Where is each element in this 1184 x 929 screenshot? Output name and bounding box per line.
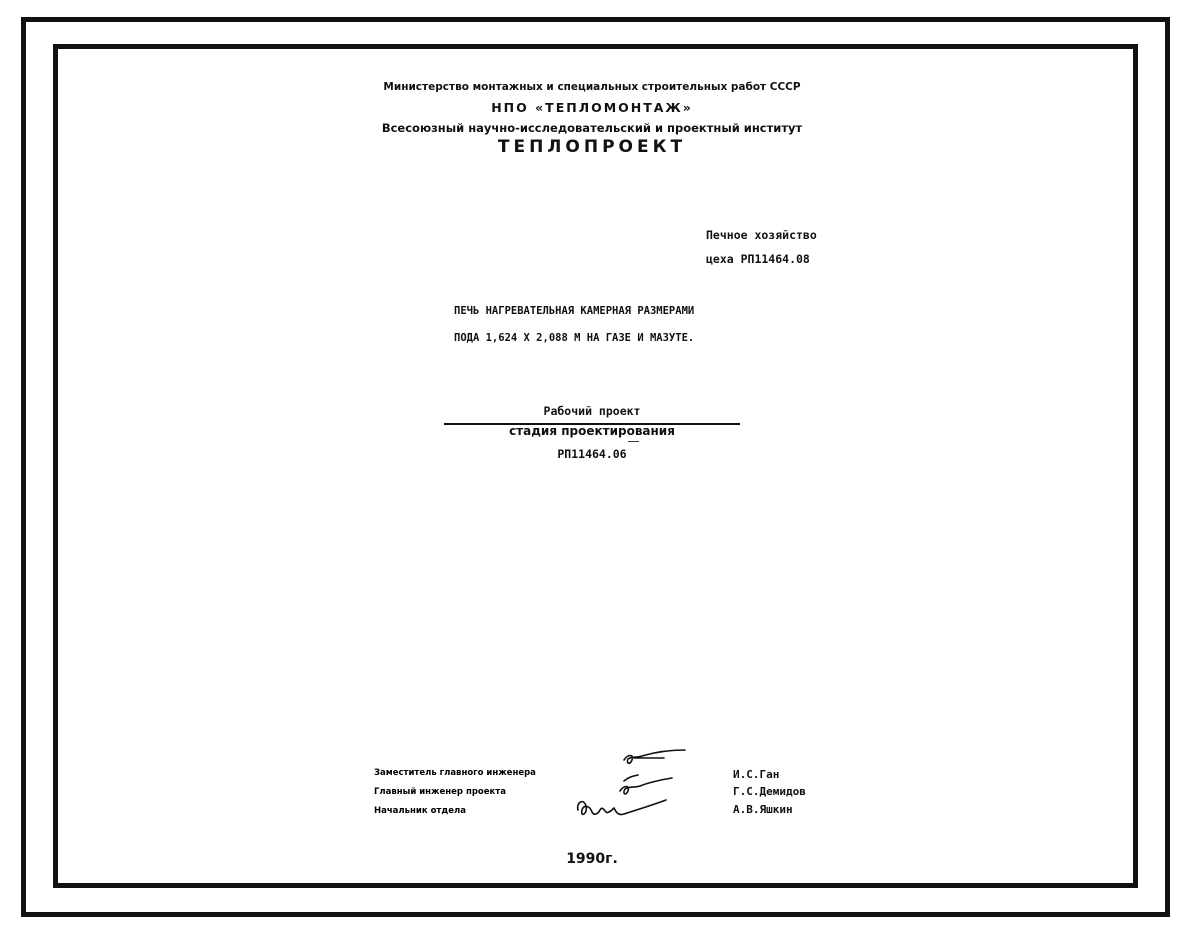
stage-name: Рабочий проект — [543, 404, 641, 418]
npo-line: НПО «ТЕПЛОМОНТАЖ» — [491, 100, 693, 115]
approval-role-2: Главный инженер проекта — [374, 787, 506, 797]
approval-name-1: И.С.Ган — [733, 768, 780, 781]
signature-3 — [578, 800, 666, 815]
approval-name-3: А.В.Яшкин — [733, 803, 793, 816]
year: 1990г. — [566, 851, 618, 867]
signature-2-stroke — [624, 775, 638, 781]
stage-code-mark — [628, 441, 639, 442]
signature-2 — [620, 778, 672, 794]
ministry-line: Министерство монтажных и специальных строительных работ СССР — [383, 81, 801, 93]
document-title-line-1: ПЕЧЬ НАГРЕВАТЕЛЬНАЯ КАМЕРНАЯ РАЗМЕРАМИ — [454, 305, 695, 317]
document-title-line-2: ПОДА 1,624 Х 2,088 М НА ГАЗЕ И МАЗУТЕ. — [454, 332, 695, 344]
institute-line: Всесоюзный научно-исследовательский и проектный институт — [381, 121, 803, 135]
signatures-image — [568, 748, 693, 826]
signature-1 — [624, 750, 685, 763]
stage-label: стадия проектирования — [509, 424, 675, 438]
approval-name-2: Г.С.Демидов — [733, 785, 806, 798]
approval-role-1: Заместитель главного инженера — [374, 768, 536, 778]
stage-code: РП11464.06 — [557, 447, 627, 461]
facility-line-2: цеха РП11464.08 — [706, 252, 810, 266]
facility-line-1: Печное хозяйство — [706, 228, 817, 242]
approval-role-3: Начальник отдела — [374, 806, 466, 816]
organization-name: ТЕПЛОПРОЕКТ — [497, 137, 687, 157]
